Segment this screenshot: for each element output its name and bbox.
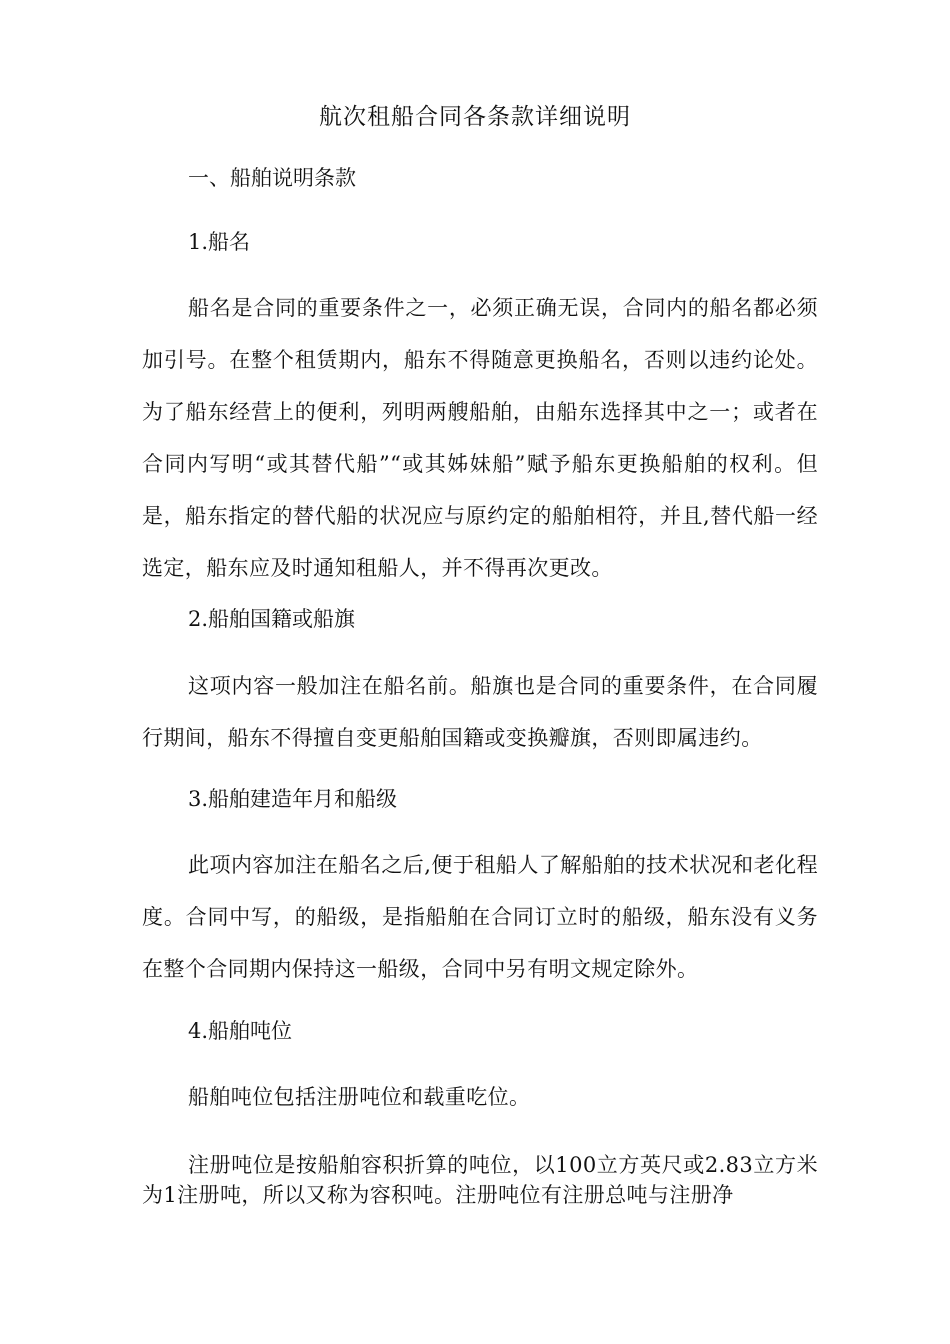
item-heading-tonnage: 4.船舶吨位 — [188, 1019, 293, 1043]
item-heading-ship-name: 1.船名 — [188, 230, 251, 254]
item-heading-nationality-flag: 2.船舶国籍或船旗 — [188, 607, 356, 631]
section-heading-ship-description: 一、船舶说明条款 — [188, 166, 356, 190]
paragraph-ship-name: 船名是合同的重要条件之一，必须正确无误，合同内的船名都必须加引号。在整个租赁期内，船东不得随意更换船名，否则以违约论处。为了船东经营上的便利，列明两艘船舶，由船东选择其中之一；或者在合同内写明“或其替代船”“或其姊妹船”赋予船东更换船舶的权利。但是，船东指定的替代船的状况应与原约定的船舶相符，并且,替代船一经选定，船东应及时通知租船人，并不得再次更改。 — [142, 296, 818, 580]
item-heading-build-date-class: 3.船舶建造年月和船级 — [188, 787, 398, 811]
paragraph-build-date-class: 此项内容加注在船名之后,便于租船人了解船舶的技术状况和老化程度。合同中写，的船级，是指船舶在合同订立时的船级，船东没有义务在整个合同期内保持这一船级，合同中另有明文规定除外。 — [142, 853, 818, 981]
document-title: 航次租船合同各条款详细说明 — [319, 104, 631, 130]
paragraph-nationality-flag: 这项内容一般加注在船名前。船旗也是合同的重要条件，在合同履行期间，船东不得擅自变更船舶国籍或变换瓣旗，否则即属违约。 — [142, 674, 818, 750]
paragraph-registered-tonnage: 注册吨位是按船舶容积折算的吨位，以100立方英尺或2.83立方米为1注册吨，所以又称为容积吨。注册吨位有注册总吨与注册净 — [142, 1153, 818, 1207]
paragraph-tonnage-intro: 船舶吨位包括注册吨位和载重吃位。 — [188, 1085, 531, 1109]
